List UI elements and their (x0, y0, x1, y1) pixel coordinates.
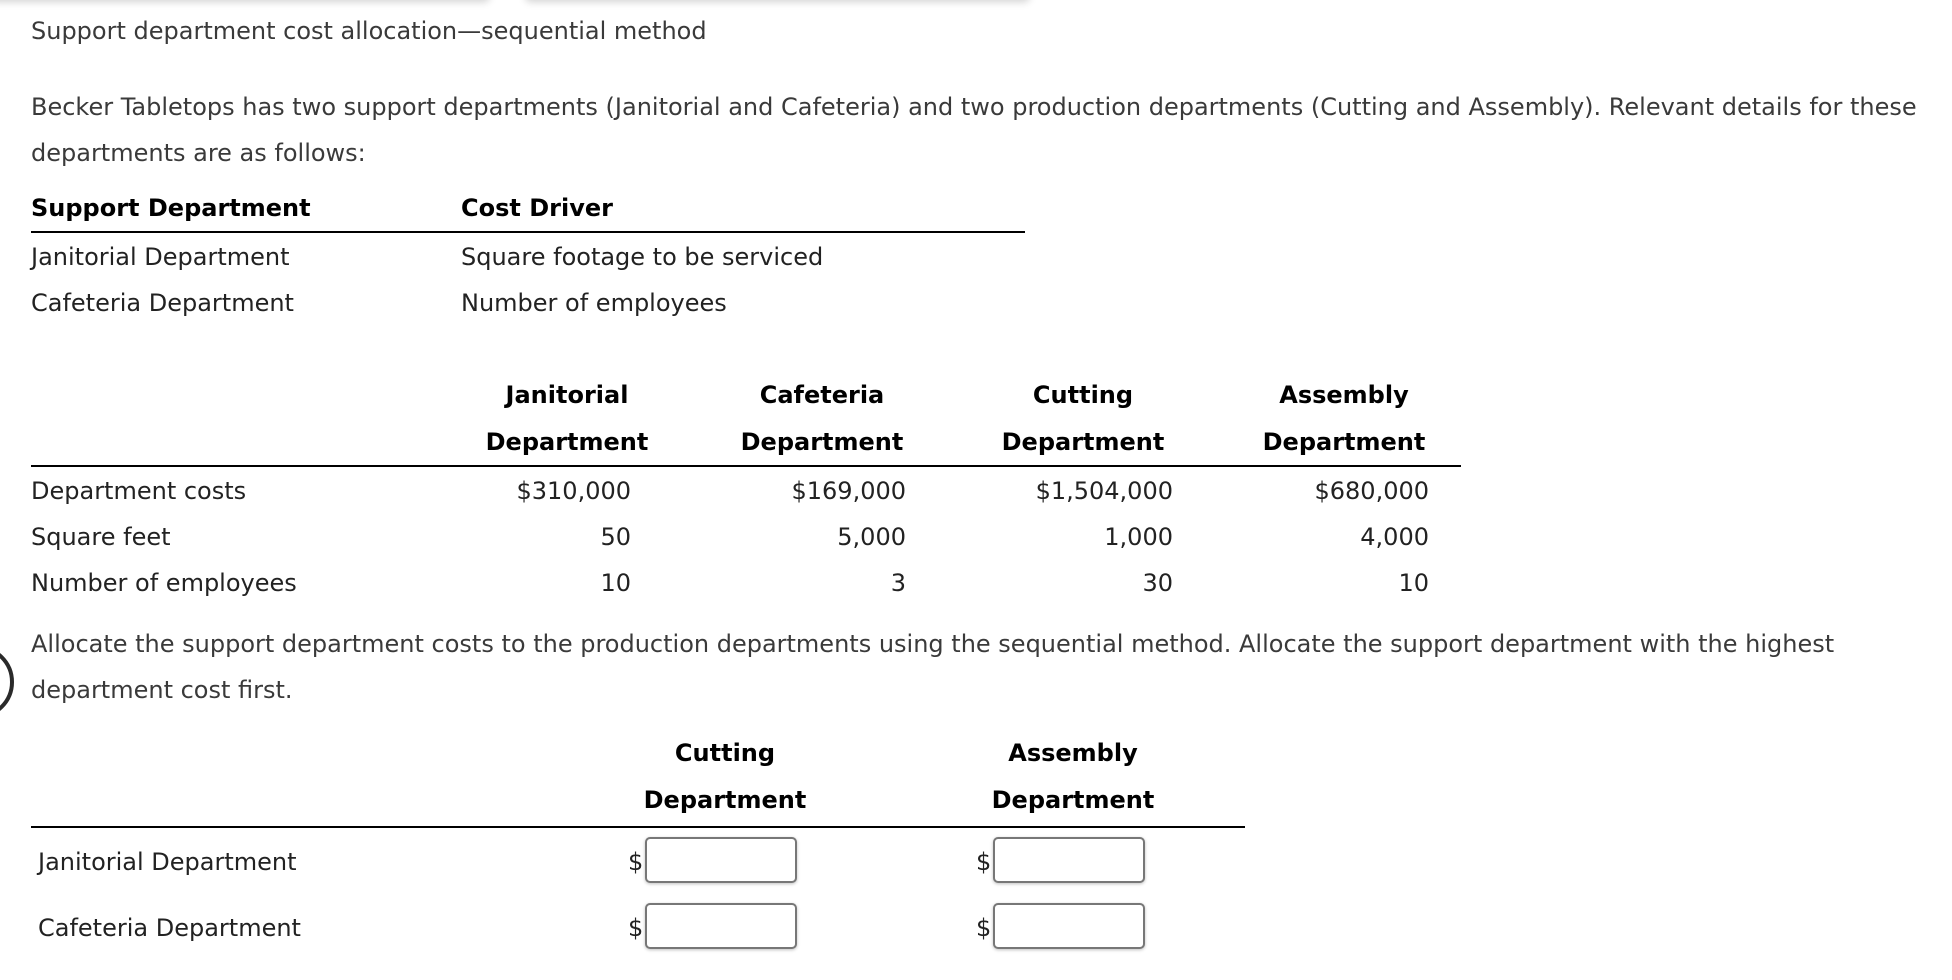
answer-row-label-cafeteria: Cafeteria Department (38, 914, 301, 942)
cell-janitorial-sqft: 50 (600, 523, 631, 551)
currency-symbol: $ (976, 914, 992, 942)
question-marker-circle-icon (0, 645, 14, 719)
row-cafeteria-label: Cafeteria Department (31, 289, 294, 317)
cell-cafeteria-sqft: 5,000 (837, 523, 906, 551)
header-support-department: Support Department (31, 194, 311, 222)
currency-symbol: $ (628, 914, 644, 942)
cell-cafeteria-employees: 3 (890, 569, 906, 597)
row-janitorial-driver: Square footage to be serviced (461, 243, 824, 271)
col-header-cafeteria (712, 372, 932, 466)
cell-cutting-employees: 30 (1142, 569, 1173, 597)
row-label-square-feet: Square feet (31, 523, 171, 551)
row-janitorial-label: Janitorial Department (31, 243, 290, 271)
header-cost-driver: Cost Driver (461, 194, 613, 222)
cafeteria-to-cutting-input[interactable] (645, 903, 797, 949)
cell-cutting-sqft: 1,000 (1104, 523, 1173, 551)
cell-assembly-cost: $680,000 (1314, 477, 1429, 505)
answer-col-header-cutting (605, 730, 845, 824)
answer-col-header-assembly (953, 730, 1193, 824)
cell-cutting-cost: $1,504,000 (1035, 477, 1173, 505)
cell-assembly-sqft: 4,000 (1360, 523, 1429, 551)
table-rule (31, 465, 1461, 467)
col-header-line2: Department (991, 786, 1155, 814)
col-header-line1: Janitorial (505, 381, 629, 409)
col-header-line2: Department (740, 428, 904, 456)
cell-cafeteria-cost: $169,000 (791, 477, 906, 505)
col-header-line1: Assembly (1279, 381, 1409, 409)
col-header-line2: Department (485, 428, 649, 456)
answer-row-label-janitorial: Janitorial Department (38, 848, 297, 876)
col-header-assembly (1234, 372, 1454, 466)
table-rule (31, 231, 1025, 233)
col-header-line2: Department (1001, 428, 1165, 456)
intro-paragraph: Becker Tabletops has two support departments (Janitorial and Cafeteria) and two production departments (Cutting and Assembly). Relevant details for these departments are as follows: (31, 93, 1917, 167)
cell-assembly-employees: 10 (1398, 569, 1429, 597)
row-cafeteria-driver: Number of employees (461, 289, 727, 317)
col-header-line1: Cutting (674, 739, 776, 767)
cell-janitorial-employees: 10 (600, 569, 631, 597)
row-label-employees: Number of employees (31, 569, 297, 597)
col-header-janitorial (457, 372, 677, 466)
col-header-line2: Department (1262, 428, 1426, 456)
table-rule (31, 826, 1245, 828)
col-header-line2: Department (643, 786, 807, 814)
instruction-paragraph: Allocate the support department costs to the production departments using the sequential method. Allocate the support department with the highest department cost first. (31, 630, 1835, 704)
col-header-line1: Cutting (1032, 381, 1134, 409)
currency-symbol: $ (628, 848, 644, 876)
janitorial-to-cutting-input[interactable] (645, 837, 797, 883)
cafeteria-to-assembly-input[interactable] (993, 903, 1145, 949)
col-header-line1: Cafeteria (759, 381, 885, 409)
row-label-department-costs: Department costs (31, 477, 247, 505)
col-header-line1: Assembly (1008, 739, 1138, 767)
question-title: Support department cost allocation—sequential method (31, 17, 707, 45)
currency-symbol: $ (976, 848, 992, 876)
cell-janitorial-cost: $310,000 (516, 477, 631, 505)
janitorial-to-assembly-input[interactable] (993, 837, 1145, 883)
col-header-cutting (973, 372, 1193, 466)
